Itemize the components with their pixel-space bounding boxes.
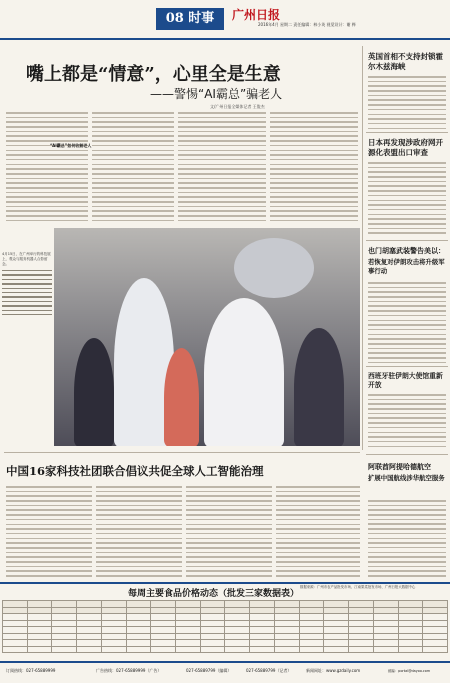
photo-caption-area [2, 252, 52, 318]
column-divider [362, 46, 363, 450]
ai-story-col-2 [96, 486, 182, 580]
right-story-2-body [368, 162, 446, 237]
lead-body-col-4 [270, 112, 358, 225]
page-header [0, 0, 450, 40]
photo-caption: 4月15日，在广州举行的科技展上，观众与服务机器人合影留念。 [2, 252, 51, 266]
lead-body-col-1 [6, 112, 88, 225]
right-divider-3 [366, 366, 448, 367]
footer-email: 邮编：portal@dayoo.com [388, 669, 431, 673]
right-story-4-title: 西班牙驻伊朗大使馆重新开放 [368, 372, 443, 389]
ai-governance-headline: 中国16家科技社团联合倡议共促全球人工智能治理 [6, 464, 264, 478]
table-top-rule [0, 582, 450, 584]
footer-reporter: 027-65889799（记者） [246, 668, 292, 673]
footer-editorial: 027-65889799（编辑） [186, 668, 232, 673]
right-story-1-title: 英国首相不支持封锁霍尔木兹海峡 [368, 52, 443, 71]
right-story-3-title: 也门胡塞武装警告美以： [368, 246, 445, 255]
header-meta: 2016年4月 星期二 责任编辑：林小英 视觉设计：谢 桦 [258, 22, 356, 27]
lead-section-label: “AI霸总”如何收割老人 [50, 143, 92, 148]
paper-logo: 广州日报 [232, 8, 281, 22]
right-story-1-body [368, 76, 446, 132]
price-table [2, 600, 448, 653]
table-note: 数据来源：广州市农产品批发市场、江南果菜批发市场、广州日报大数据中心 [300, 585, 416, 589]
ai-story-col-3 [186, 486, 272, 580]
lead-byline: 文/广州日报全媒体记者 王俊杰 [210, 104, 265, 109]
right-story-3-body [368, 282, 446, 366]
footer-ads: 广告热线：027-65889999（广告） [96, 668, 162, 673]
right-story-5-title-line2: 扩展中国航线涉华航空服务 [368, 474, 445, 482]
ai-story-col-1 [6, 486, 92, 580]
right-story-5-body [368, 500, 446, 580]
lead-photo [54, 228, 360, 446]
section-divider [4, 452, 360, 453]
ai-story-col-4 [276, 486, 360, 580]
right-divider-1 [366, 132, 448, 133]
footer-website: 新闻网址：www.gzdaily.com [306, 668, 361, 673]
lead-body-col-2 [92, 112, 174, 225]
lead-headline: 嘴上都是“情意”，心里全是生意 [26, 64, 281, 85]
page-number-badge: 08 时事 [156, 8, 224, 30]
lead-body-col-3 [178, 112, 266, 225]
right-story-3-subtitle: 若恢复对伊朗攻击将升级军事行动 [368, 258, 445, 275]
right-story-2-title: 日本再发现涉政府网开源化表盟出口审查 [368, 138, 443, 157]
table-title: 每周主要食品价格动态（批发三家数据表） [128, 589, 300, 599]
lead-subhead: ——警惕“AI霸总”骗老人 [150, 87, 283, 101]
footer-subscribe: 订阅热线：027-65889999 [6, 668, 56, 673]
right-story-4-body [368, 394, 446, 450]
right-story-5-title-line1: 阿联酋阿提哈德航空 [368, 462, 431, 471]
right-divider-2 [366, 240, 448, 241]
right-divider-4 [366, 454, 448, 455]
